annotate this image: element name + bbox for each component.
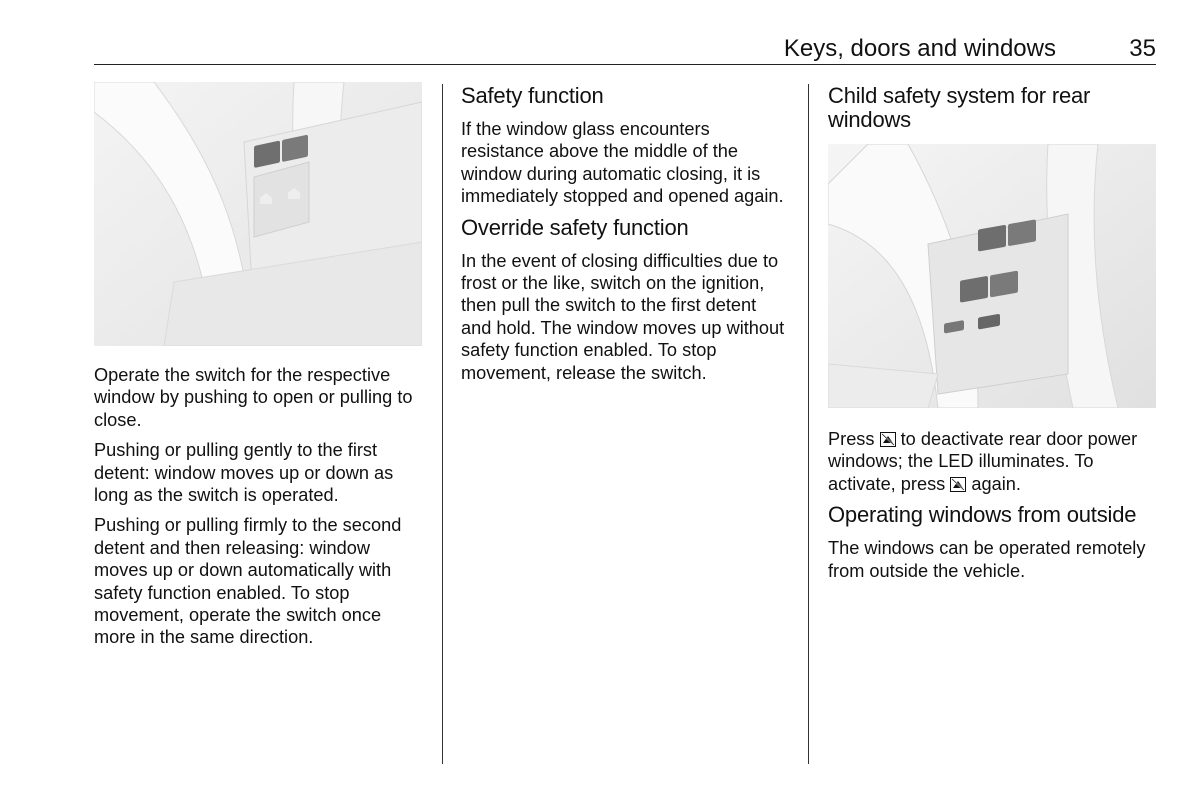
paragraph: Pushing or pulling firmly to the second detent and then releasing: window moves up or down automatically with safety function enabled. To stop movement, operate the switch once more in the same direction. — [94, 515, 402, 648]
paragraph: In the event of closing difficulties due to frost or the like, switch on the ignition, then pull the switch to the first detent and hold. The window moves up without safety function enabled. To stop movement, release the switch. — [461, 250, 785, 383]
paragraph: If the window glass encounters resistance above the middle of the window during automatic closing, it is immediately stopped and opened again. — [461, 119, 784, 207]
paragraph: The windows can be operated remotely from outside the vehicle. — [828, 538, 1146, 581]
heading-child-safety: Child safety system for rear windows — [828, 83, 1091, 132]
column-1 — [94, 82, 424, 657]
heading-safety-function: Safety function — [461, 83, 604, 108]
paragraph: Pushing or pulling gently to the first detent: window moves up or down as long as the switch is operated. — [94, 440, 394, 506]
child-lock-icon — [880, 432, 896, 447]
child-lock-icon — [950, 477, 966, 492]
window-switch-panel-illustration — [828, 144, 1156, 408]
column-divider — [808, 84, 809, 764]
window-switch-illustration — [94, 82, 422, 346]
heading-override-safety: Override safety function — [461, 214, 689, 240]
paragraph: Operate the switch for the respective window by pushing to open or pulling to close. — [94, 365, 413, 430]
paragraph-child-lock — [828, 428, 1158, 495]
heading-operating-from-outside: Operating windows from outside — [828, 502, 1137, 528]
page-number: 35 — [1129, 35, 1156, 62]
text: Press — [828, 429, 875, 449]
column-divider — [442, 84, 443, 764]
text: again. — [971, 473, 1021, 494]
text: to deactivate rear door power windows; the LED illuminates. To activate, press — [828, 429, 1138, 494]
column-3 — [828, 82, 1158, 590]
column-2 — [461, 82, 791, 392]
page-header — [94, 34, 1156, 65]
section-title: Keys, doors and windows — [783, 35, 1056, 62]
